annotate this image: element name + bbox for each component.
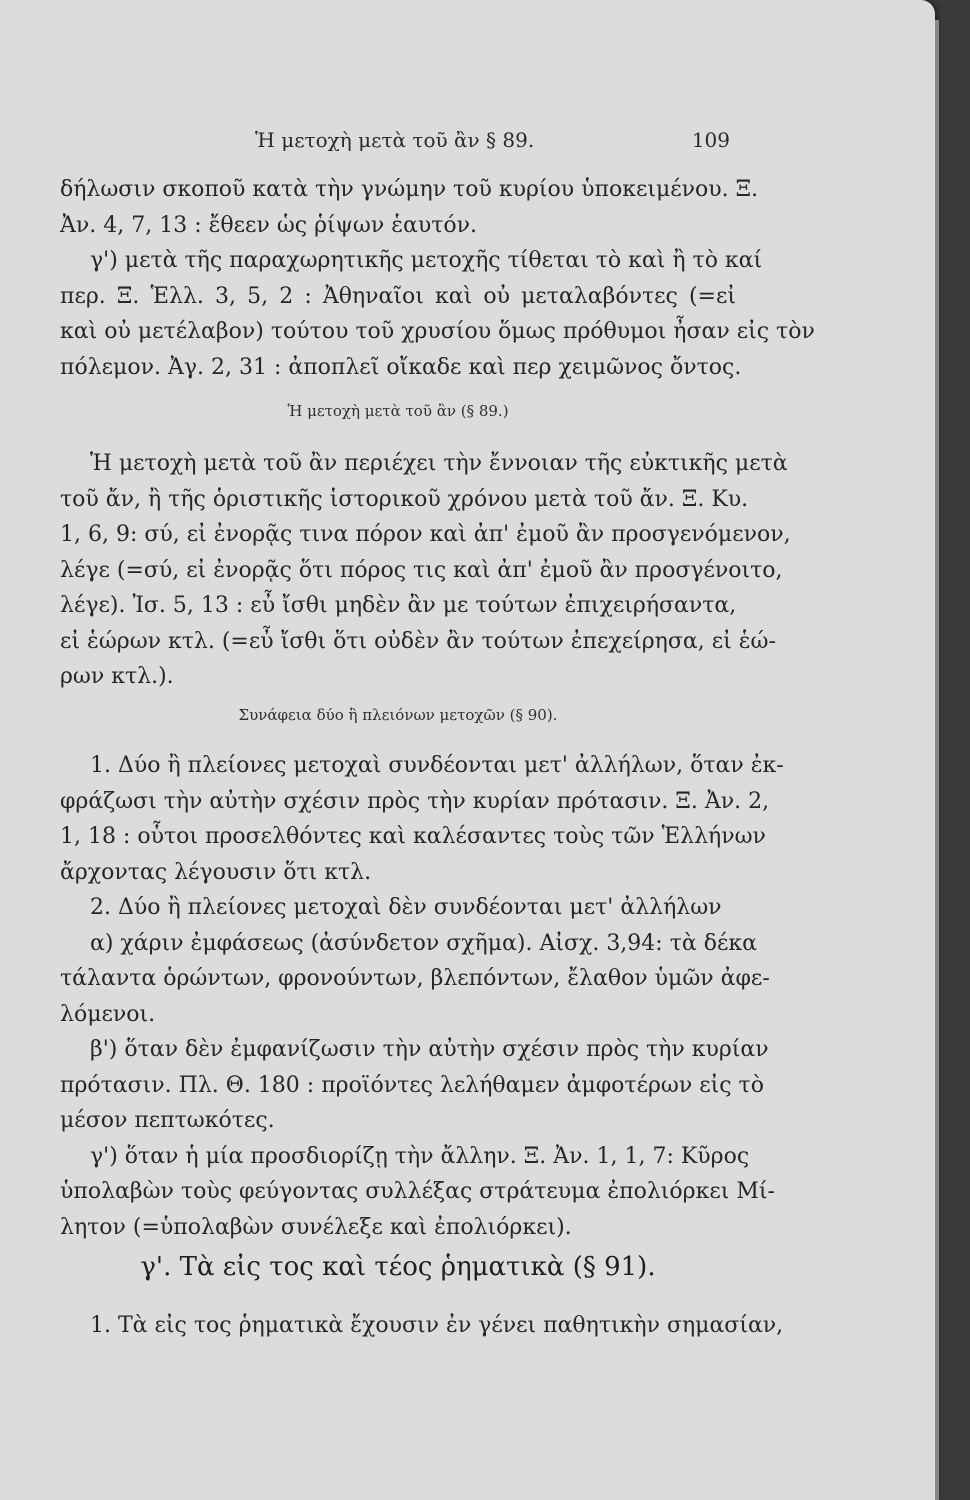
text-line: 1. Τὰ εἰς τος ῥηματικὰ ἔχουσιν ἐν γένει παθητικὴν σημασίαν, [90, 1313, 784, 1338]
text-line: πόλεμον. Ἀγ. 2, 31 : ἀποπλεῖ οἴκαδε καὶ περ χειμῶνος ὄντος. [60, 354, 742, 380]
text-line: λέγε). Ἰσ. 5, 13 : εὖ ἴσθι μηδὲν ἂν με τούτων ἐπιχειρήσαντα, [60, 593, 737, 618]
page-number: 109 [691, 128, 730, 152]
text-line: περ. Ξ. Ἑλλ. 3, 5, 2 : Ἀθηναῖοι καὶ οὐ μεταλαβόντες (=εἰ [60, 283, 736, 309]
text-line: 2. Δύο ἢ πλείονες μετοχαὶ δὲν συνδέονται μετ' ἀλλήλων [90, 895, 722, 920]
paragraph-block-4 [60, 1308, 784, 1344]
text-line: ὑπολαβὼν τοὺς φεύγοντας συλλέξας στράτευμα ἐπολιόρκει Μί- [60, 1179, 775, 1204]
paragraph-block-2 [60, 446, 791, 695]
page-edge-shadow [935, 20, 939, 1500]
subheading-participle-conjunction: Συνάφεια δύο ἢ πλειόνων μετοχῶν (§ 90). [238, 706, 558, 724]
text-line: γ') μετὰ τῆς παραχωρητικῆς μετοχῆς τίθεται τὸ καὶ ἢ τὸ καί [90, 248, 763, 273]
text-line: 1, 18 : οὗτοι προσελθόντες καὶ καλέσαντες τοὺς τῶν Ἑλλήνων [60, 824, 766, 849]
text-line: ρων κτλ.). [60, 664, 174, 689]
text-line: πρότασιν. Πλ. Θ. 180 : προϊόντες λελήθαμεν ἀμφοτέρων εἰς τὸ [60, 1072, 764, 1098]
header-title: Ἡ μετοχὴ μετὰ τοῦ ἂν § 89. [255, 128, 535, 152]
text-line: εἰ ἑώρων κτλ. (=εὖ ἴσθι ὅτι οὐδὲν ἂν τούτων ἐπεχείρησα, εἰ ἑώ- [60, 628, 776, 654]
text-line: μέσον πεπτωκότες. [60, 1108, 275, 1133]
paragraph-block-3 [60, 748, 784, 1245]
section-title: γ'. Τὰ εἰς τος καὶ τέος ῥηματικὰ (§ 91). [140, 1252, 656, 1282]
text-line: δήλωσιν σκοποῦ κατὰ τὴν γνώμην τοῦ κυρίου ὑποκειμένου. Ξ. [60, 177, 759, 202]
text-line: Ἡ μετοχὴ μετὰ τοῦ ἂν περιέχει τὴν ἔννοιαν τῆς εὐκτικῆς μετὰ [90, 451, 788, 476]
paragraph-block-1 [60, 172, 815, 385]
text-line: Ἀν. 4, 7, 13 : ἔθεεν ὡς ῥίψων ἑαυτόν. [60, 212, 478, 238]
text-line: τάλαντα ὁρώντων, φρονούντων, βλεπόντων, ἔλαθον ὑμῶν ἀφε- [60, 966, 770, 991]
text-line: 1. Δύο ἢ πλείονες μετοχαὶ συνδέονται μετ' ἀλλήλων, ὅταν ἐκ- [90, 753, 784, 778]
text-line: α) χάριν ἐμφάσεως (ἀσύνδετον σχῆμα). Αἰσχ. 3,94: τὰ δέκα [90, 930, 757, 956]
text-line: λέγε (=σύ, εἰ ἐνορᾷς ὅτι πόρος τις καὶ ἀπ' ἐμοῦ ἂν προσγένοιτο, [60, 557, 783, 583]
text-line: καὶ οὐ μετέλαβον) τούτου τοῦ χρυσίου ὅμως πρόθυμοι ἦσαν εἰς τὸν [60, 319, 815, 344]
text-line: λητον (=ὑπολαβὼν συνέλεξε καὶ ἐπολιόρκει). [60, 1214, 572, 1240]
running-header [60, 128, 730, 158]
text-line: φράζωσι τὴν αὐτὴν σχέσιν πρὸς τὴν κυρίαν πρότασιν. Ξ. Ἀν. 2, [60, 788, 770, 814]
text-line: τοῦ ἄν, ἢ τῆς ὁριστικῆς ἱστορικοῦ χρόνου μετὰ τοῦ ἄν. Ξ. Κυ. [60, 486, 749, 512]
text-line: ἄρχοντας λέγουσιν ὅτι κτλ. [60, 859, 372, 885]
text-line: γ') ὅταν ἡ μία προσδιορίζῃ τὴν ἄλλην. Ξ. Ἀν. 1, 1, 7: Κῦρος [90, 1143, 750, 1169]
text-line: β') ὅταν δὲν ἐμφανίζωσιν τὴν αὐτὴν σχέσιν πρὸς τὴν κυρίαν [90, 1037, 769, 1062]
text-line: λόμενοι. [60, 1001, 156, 1027]
subheading-participle-with-an: Ἡ μετοχὴ μετὰ τοῦ ἂν (§ 89.) [287, 402, 509, 420]
text-line: 1, 6, 9: σύ, εἰ ἐνορᾷς τινα πόρον καὶ ἀπ' ἐμοῦ ἂν προσγενόμενον, [60, 522, 791, 547]
